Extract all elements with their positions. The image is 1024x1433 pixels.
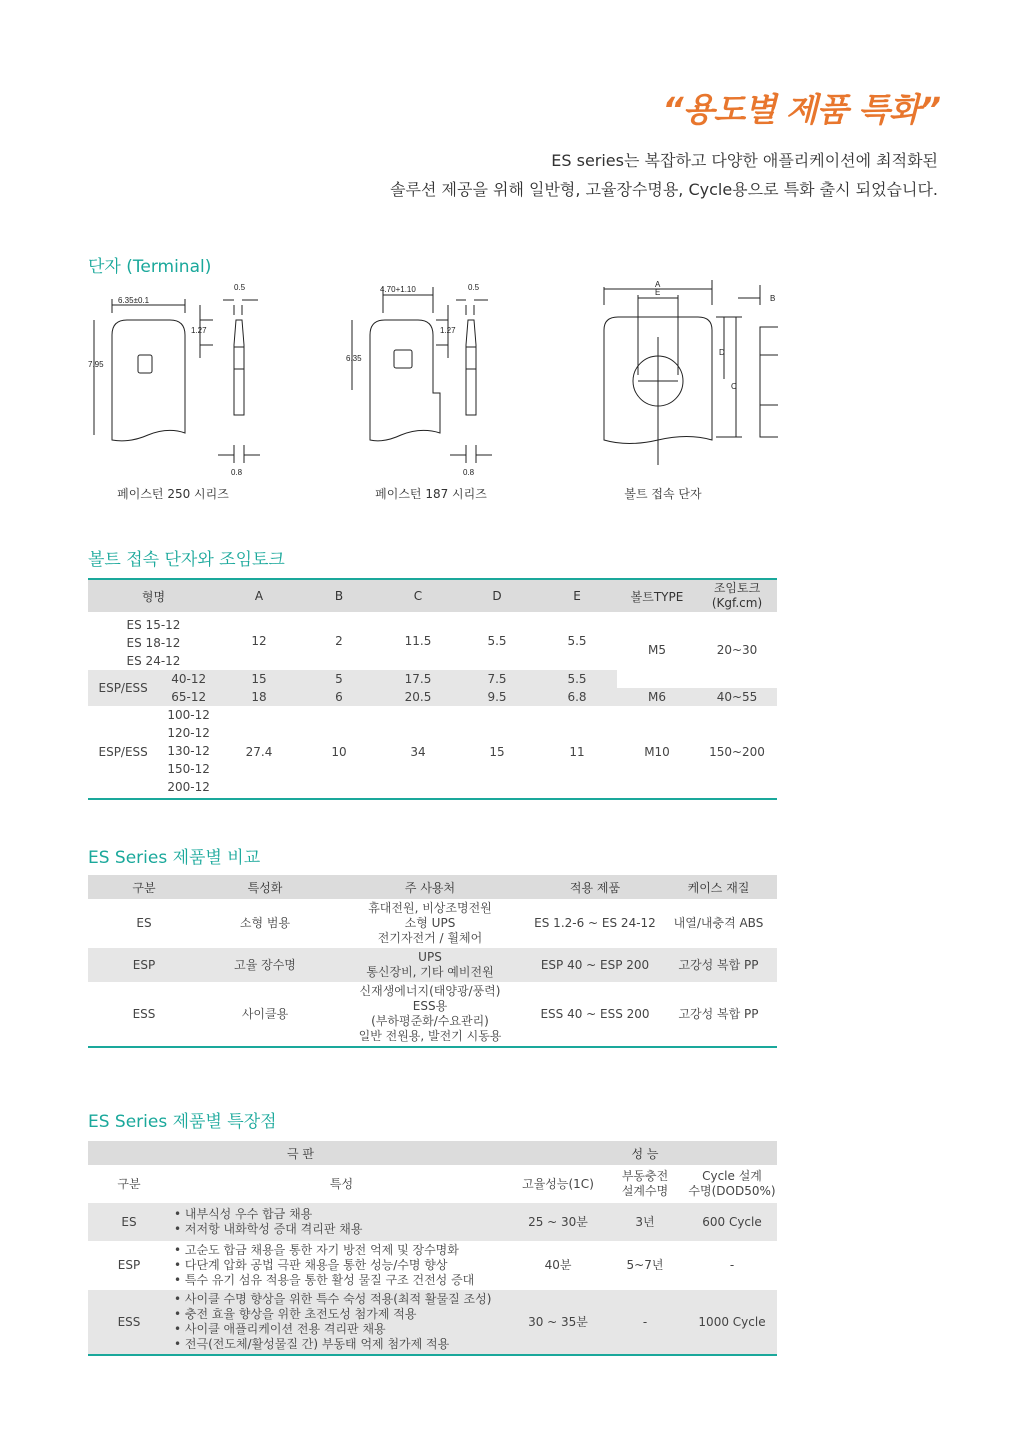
value-cell: 34	[410, 745, 426, 759]
feature-cell: 고율 장수명	[234, 957, 296, 972]
value-cell: 17.5	[404, 672, 432, 686]
feature-line: • 사이클 애플리케이션 전용 격리판 채용	[174, 1322, 386, 1336]
feature-line: • 내부식성 우수 합금 채용	[174, 1207, 313, 1221]
bolt-type-cell: M6	[648, 690, 666, 704]
value-cell: 12	[251, 634, 267, 648]
uses-cell	[330, 948, 530, 982]
group-header: 극 판	[88, 1141, 513, 1165]
dim-label: 6.35±0.1	[118, 296, 150, 305]
float-cell: -	[642, 1314, 648, 1329]
model-name: ES 24-12	[126, 654, 181, 668]
col-header: C	[379, 579, 457, 612]
products-cell: ESP 40 ~ ESP 200	[540, 957, 650, 972]
model-cell	[158, 706, 219, 799]
value-cell: 27.4	[245, 745, 273, 759]
float-cell: 5~7년	[626, 1258, 664, 1272]
col-header: 구분	[117, 1176, 141, 1191]
table-header-row	[88, 1165, 777, 1203]
series-name: ESS	[117, 1314, 141, 1329]
dim-label: A	[655, 280, 661, 289]
dim-label: B	[770, 294, 776, 303]
series-name: ESP	[117, 1258, 141, 1272]
feature-line: • 특수 유기 섬유 적용을 통한 활성 물질 구조 건전성 증대	[174, 1273, 475, 1287]
dim-label: 1.27	[191, 326, 207, 335]
torque-cell: 40~55	[716, 690, 758, 704]
rate-cell: 40분	[544, 1258, 572, 1272]
table-row	[88, 688, 777, 706]
faston-187-drawing	[346, 283, 492, 477]
case-cell: 고강성 복합 PP	[678, 957, 759, 972]
use-line: UPS	[418, 950, 442, 964]
col-header: E	[537, 579, 617, 612]
features-cell	[170, 1203, 513, 1241]
bolt-type-cell: M5	[648, 643, 666, 657]
use-line: (부하평준화/수요관리)	[371, 1014, 489, 1028]
value-cell: 6.8	[567, 690, 587, 704]
feature-cell: 사이클용	[241, 1006, 289, 1021]
float-cell: 3년	[635, 1214, 655, 1229]
caption-faston-187: 페이스턴 187 시리즈	[375, 487, 487, 501]
model-name: 130-12	[167, 744, 210, 758]
dim-label: 4.70+1.10	[380, 285, 416, 294]
value-cell: 15	[489, 745, 505, 759]
col-header	[697, 579, 777, 612]
torque-cell: 150~200	[709, 745, 765, 759]
faston-250-drawing	[88, 283, 260, 477]
table-row	[88, 948, 777, 982]
uses-cell	[330, 899, 530, 948]
table-row	[88, 982, 777, 1047]
cycle-cell: 600 Cycle	[702, 1214, 762, 1229]
terminal-diagrams	[88, 275, 778, 510]
feature-line: • 전극(전도체/활성물질 간) 부동태 억제 첨가제 적용	[174, 1337, 450, 1351]
value-cell: 9.5	[487, 690, 507, 704]
col-header: A	[219, 579, 299, 612]
use-line: 통신장비, 기타 예비전원	[366, 965, 494, 979]
model-cell: 40-12	[171, 672, 207, 686]
page-title: “용도별 제품 특화”	[662, 90, 940, 129]
value-cell: 2	[335, 634, 343, 648]
col-header: 볼트TYPE	[617, 579, 697, 612]
value-cell: 6	[335, 690, 343, 704]
features-cell	[170, 1290, 513, 1355]
value-cell: 11.5	[404, 634, 432, 648]
feature-table-title: ES Series 제품별 특장점	[88, 1112, 277, 1132]
col-header-line: 설계수명	[621, 1184, 669, 1198]
col-header	[603, 1165, 687, 1203]
caption-faston-250: 페이스턴 250 시리즈	[117, 487, 229, 501]
col-header-line: Cycle 설계	[702, 1169, 762, 1183]
table-row	[88, 899, 777, 948]
bolt-terminal-drawing	[604, 280, 778, 465]
compare-table-title: ES Series 제품별 비교	[88, 848, 261, 868]
uses-cell	[330, 982, 530, 1047]
col-header: 구분	[88, 875, 200, 899]
table-row	[88, 706, 777, 799]
terminal-drawings-svg	[88, 275, 778, 485]
value-cell: 11	[569, 745, 585, 759]
col-header: 적용 제품	[530, 875, 660, 899]
cycle-cell: -	[729, 1258, 735, 1272]
rate-cell: 30 ~ 35분	[528, 1314, 588, 1329]
products-cell: ESS 40 ~ ESS 200	[540, 1006, 650, 1021]
use-line: 소형 UPS	[404, 916, 456, 930]
bolt-type-cell: M10	[644, 745, 670, 759]
col-header-line: 조임토크	[713, 581, 761, 595]
value-cell: 5.5	[487, 634, 507, 648]
dim-label: 0.5	[234, 283, 246, 292]
model-name: 120-12	[167, 726, 210, 740]
table-header-row	[88, 579, 777, 612]
model-cell	[88, 612, 219, 670]
terminal-section-title: 단자 (Terminal)	[88, 257, 212, 277]
dim-label: 6.35	[346, 354, 362, 363]
use-line: 일반 전원용, 발전기 시동용	[358, 1029, 502, 1043]
dim-label: 0.5	[468, 283, 480, 292]
feature-cell: 소형 범용	[239, 916, 291, 930]
table-header-row	[88, 875, 777, 899]
feature-line: • 사이클 수명 향상을 위한 특수 숙성 적용(최적 활물질 조성)	[174, 1292, 492, 1306]
group-label: ESP/ESS	[98, 745, 148, 759]
group-header: 성 능	[513, 1141, 777, 1165]
group-label: ESP/ESS	[98, 681, 148, 695]
use-line: 휴대전원, 비상조명전원	[368, 901, 492, 915]
value-cell: 20.5	[404, 690, 432, 704]
series-name: ES	[136, 916, 152, 930]
torque-cell: 20~30	[716, 643, 758, 657]
use-line: 전기자전거 / 휠체어	[377, 931, 483, 945]
feature-line: • 저저항 내화학성 증대 격리판 채용	[174, 1222, 363, 1236]
model-name: ES 15-12	[126, 618, 181, 632]
model-cell: 65-12	[171, 690, 207, 704]
use-line: 신재생에너지(태양광/풍력)	[359, 984, 501, 998]
series-name: ESP	[132, 957, 156, 972]
model-name: 150-12	[167, 762, 210, 776]
intro-line: ES series는 복잡하고 다양한 애플리케이션에 최적화된	[551, 151, 938, 170]
table-row	[88, 1241, 777, 1290]
col-header: B	[299, 579, 379, 612]
col-header	[687, 1165, 777, 1203]
col-header: D	[457, 579, 537, 612]
dim-label: 1.27	[440, 326, 456, 335]
bolt-table-title: 볼트 접속 단자와 조임토크	[88, 550, 285, 570]
table-row	[88, 1203, 777, 1241]
dim-label: 7.95	[88, 360, 104, 369]
table-group-header-row	[88, 1141, 777, 1165]
case-cell: 내열/내충격 ABS	[673, 916, 764, 930]
value-cell: 10	[331, 745, 347, 759]
series-compare-table	[88, 875, 777, 1048]
series-feature-table	[88, 1141, 777, 1356]
dim-label: 0.8	[231, 468, 243, 477]
intro-text	[390, 146, 938, 204]
table-row	[88, 1290, 777, 1355]
feature-line: • 다단계 압화 공법 극판 채용을 통한 성능/수명 향상	[174, 1258, 448, 1272]
model-name: 200-12	[167, 780, 210, 794]
rate-cell: 25 ~ 30분	[528, 1214, 588, 1229]
col-header: 형명	[88, 579, 219, 612]
value-cell: 5	[335, 672, 343, 686]
col-header: 특성화	[200, 875, 330, 899]
col-header-line: (Kgf.cm)	[711, 596, 763, 610]
model-name: ES 18-12	[126, 636, 181, 650]
value-cell: 15	[251, 672, 267, 686]
col-header: 특성	[329, 1176, 354, 1191]
series-name: ES	[121, 1214, 137, 1229]
feature-line: • 충전 효율 향상을 위한 초전도성 첨가제 적용	[174, 1307, 417, 1321]
value-cell: 7.5	[487, 672, 507, 686]
dim-label: E	[655, 288, 661, 297]
value-cell: 5.5	[567, 672, 587, 686]
dim-label: D	[719, 348, 725, 357]
feature-line: • 고순도 합금 채용을 통한 자기 방전 억제 및 장수명화	[174, 1243, 459, 1257]
col-header: 주 사용처	[330, 875, 530, 899]
dim-label: 0.8	[463, 468, 475, 477]
col-header-line: 수명(DOD50%)	[688, 1184, 776, 1198]
model-name: 100-12	[167, 708, 210, 722]
products-cell: ES 1.2-6 ~ ES 24-12	[534, 916, 656, 930]
dim-label: C	[731, 382, 737, 391]
table-row	[88, 612, 777, 670]
bolt-torque-table	[88, 578, 777, 800]
caption-bolt-terminal: 볼트 접속 단자	[624, 487, 702, 501]
intro-line: 솔루션 제공을 위해 일반형, 고율장수명용, Cycle용으로 특화 출시 되었습니다.	[390, 180, 938, 199]
col-header: 케이스 재질	[660, 875, 777, 899]
case-cell: 고강성 복합 PP	[678, 1006, 759, 1021]
cycle-cell: 1000 Cycle	[698, 1314, 766, 1329]
series-name: ESS	[132, 1006, 156, 1021]
value-cell: 18	[251, 690, 267, 704]
col-header: 고율성능(1C)	[522, 1176, 594, 1191]
use-line: ESS용	[412, 999, 448, 1013]
value-cell: 5.5	[567, 634, 587, 648]
features-cell	[170, 1241, 513, 1290]
col-header-line: 부동충전	[621, 1169, 669, 1183]
